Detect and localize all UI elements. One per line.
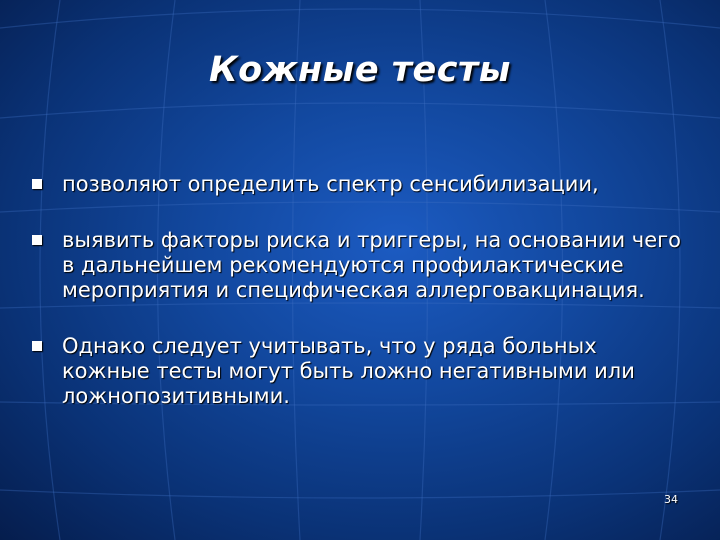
grid-latitude-line	[0, 103, 720, 118]
square-bullet-icon	[32, 179, 42, 189]
bullet-text: Однако следует учитывать, что у ряда больных кожные тесты могут быть ложно негативными или ложнопозитивными.	[62, 334, 635, 408]
grid-latitude-line	[0, 490, 720, 498]
square-bullet-icon	[32, 235, 42, 245]
bullet-item	[32, 172, 682, 197]
bullet-text: выявить факторы риска и триггеры, на основании чего в дальнейшем рекомендуются профилактические мероприятия и специфическая аллерговакцинация.	[62, 228, 682, 302]
bullet-text: позволяют определить спектр сенсибилизации,	[62, 172, 599, 196]
bullet-item	[32, 228, 682, 303]
grid-latitude-line	[0, 9, 720, 28]
slide-title: Кожные тесты	[209, 50, 511, 90]
square-bullet-icon	[32, 341, 42, 351]
bullet-item	[32, 334, 682, 409]
page-number: 34	[664, 493, 678, 506]
bullet-list	[32, 172, 682, 440]
